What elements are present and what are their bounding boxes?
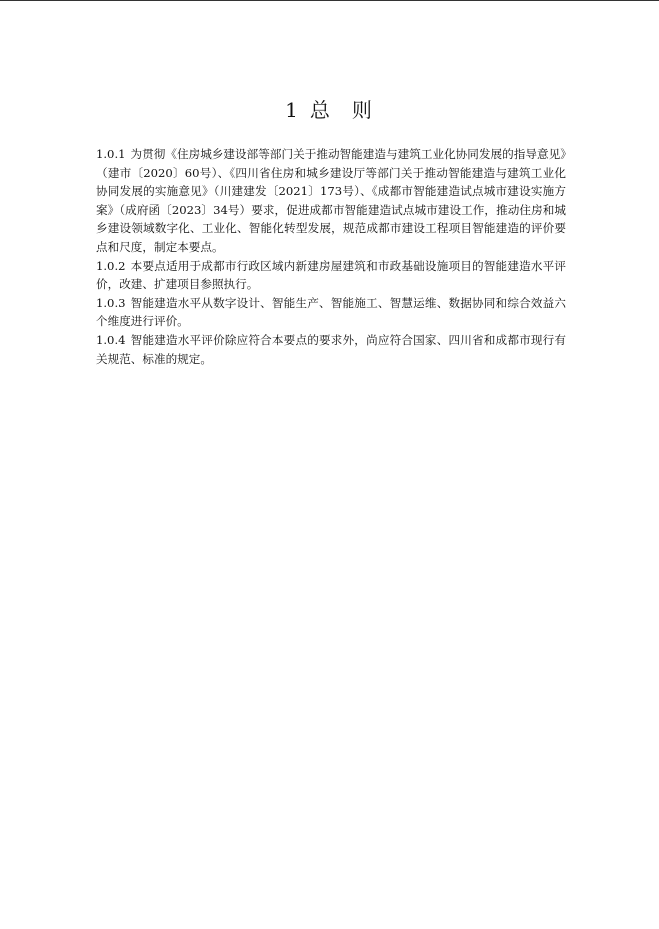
clause-1-0-4 [96,331,566,368]
clause-text: 本要点适用于成都市行政区域内新建房屋建筑和市政基础设施项目的智能建造水平评价，改建、扩建项目参照执行。 [96,258,566,292]
clause-number: 1.0.3 [96,295,126,310]
page-top-border [0,0,659,1]
clause-1-0-3 [96,294,566,331]
chapter-number: 1 [285,98,300,122]
clause-text: 智能建造水平从数字设计、智能生产、智能施工、智慧运维、数据协同和综合效益六个维度进行评价。 [96,295,566,329]
chapter-title-part2: 则 [351,98,374,122]
chapter-title-part1: 总 [309,98,332,122]
clause-text: 智能建造水平评价除应符合本要点的要求外，尚应符合国家、四川省和成都市现行有关规范、标准的规定。 [96,332,566,366]
clause-number: 1.0.2 [96,258,126,273]
clause-1-0-2 [96,257,566,294]
clause-1-0-1 [96,145,566,257]
clause-number: 1.0.4 [96,332,126,347]
chapter-title [0,96,659,124]
clause-number: 1.0.1 [96,147,126,161]
clause-text: 为贯彻《住房城乡建设部等部门关于推动智能建造与建筑工业化协同发展的指导意见》（建市〔2020〕60号）、《四川省住房和城乡建设厅等部门关于推动智能建造与建筑工业化协同发展的实施意见》（川建建发〔2021〕173号）、《成都市智能建造试点城市建设实施方案》（成府函〔2023〕34号）要求，促进成都市智能建造试点城市建设工作，推动住房和城乡建设领域数字化、工业化、智能化转型发展，规范成都市建设工程项目智能建造的评价要点和尺度，制定本要点。 [96,147,566,254]
clause-list [96,145,566,368]
